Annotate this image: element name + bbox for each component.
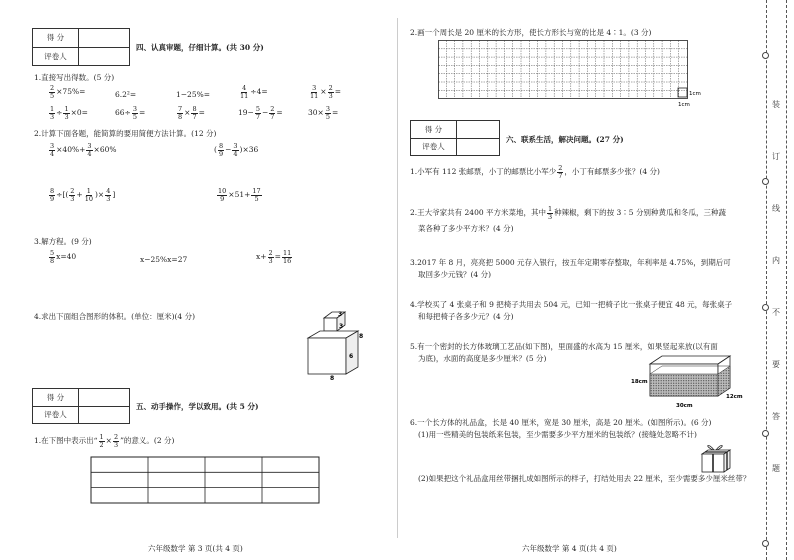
q1-row2-e: 30× $\frac{3}{5}$ = (308, 105, 339, 121)
q2-expr-1: $\frac{3}{4}$ ×40%+ $\frac{3}{4}$ ×60% (50, 142, 117, 158)
q1-row1-c: 1−25%= (176, 90, 211, 99)
grid-paper[interactable] (438, 40, 688, 105)
binder-char: 内 (772, 256, 780, 265)
section6-title: 六、联系生活，解决问题。(27 分) (506, 135, 624, 144)
problem-2-line1: 2.王大爷家共有 2400 平方米菜地，其中 $\frac{1}{3}$ 种辣椒，剩下的按 3∶5 分别种黄瓜和冬瓜，三种蔬 (410, 205, 726, 221)
unit-label-right: 1cm (689, 91, 701, 97)
section5-title: 五、动手操作，学以致用。(共 5 分) (136, 402, 259, 411)
q1-row1-e: $\frac{3}{11}$ × $\frac{2}{3}$ = (310, 84, 342, 100)
fraction-grid-figure[interactable] (90, 456, 320, 504)
q1-row1-d: $\frac{4}{11}$ ÷4= (240, 84, 268, 100)
problem-4-line1: 4.学校买了 4 张桌子和 9 把椅子共用去 504 元，已知一把椅子比一张桌子便宜 48 元，每张桌子 (410, 300, 733, 309)
tank-width-label: 30cm (676, 403, 693, 409)
score-label: 得 分 (411, 121, 457, 138)
q2-title: 2.计算下面各题，能简算的要用简便方法计算。(12 分) (34, 129, 217, 138)
binder-char: 不 (772, 308, 780, 317)
dim-3-side: 3 (339, 323, 344, 330)
binder-char: 线 (772, 204, 780, 213)
q3-eq-2: x−25%x=27 (140, 255, 188, 264)
q1-row1-a: $\frac{2}{5}$ ×75%= (50, 84, 86, 100)
grader-label: 评卷人 (33, 48, 79, 65)
q5-1-text: 1.在下图中表示出“ $\frac{1}{2}$ × $\frac{2}{3}$ ”的意义。(2 分) (34, 433, 175, 449)
grader-cell[interactable] (457, 139, 499, 155)
score-label: 得 分 (33, 389, 79, 406)
q1-row2-c: $\frac{7}{8}$ × $\frac{8}{7}$ = (178, 105, 205, 121)
binder-hole-circle (762, 304, 769, 311)
binder-char: 装 (772, 100, 780, 109)
right-footer: 六年级数学 第 4 页(共 4 页) (522, 544, 617, 553)
problem-3-line2: 取回多少元钱？(4 分) (418, 270, 492, 279)
problem-6-line3: (2)如果把这个礼品盒用丝带捆扎成如图所示的样子，打结处用去 22 厘米，至少需要多少厘米丝带？ (418, 474, 751, 483)
binder-char: 要 (772, 360, 780, 369)
left-footer: 六年级数学 第 3 页(共 4 页) (148, 544, 243, 553)
dim-3-top: 3 (338, 311, 343, 318)
q2-expr-4: $\frac{10}{9}$ ×51+ $\frac{17}{5}$ (218, 187, 261, 203)
score-cell[interactable] (79, 29, 129, 47)
section5-score-box (32, 388, 130, 424)
q3-title: 3.解方程。(9 分) (34, 237, 92, 246)
q5-2-text: 2.画一个周长是 20 厘米的长方形，使长方形长与宽的比是 4∶1。(3 分) (410, 28, 652, 37)
glass-tank-figure (630, 352, 743, 412)
gift-box-figure (698, 440, 734, 476)
page-divider (397, 18, 398, 538)
unit-square-figure (676, 86, 716, 110)
problem-4-line2: 和每把椅子各多少元？(4 分) (418, 312, 514, 321)
score-cell[interactable] (457, 121, 499, 138)
q3-eq-3: x+ $\frac{2}{3}$ = $\frac{11}{16}$ (256, 249, 292, 265)
q2-expr-3: $\frac{8}{9}$ ÷[( $\frac{2}{3}$ + $\frac{1}{10}$ )× $\frac{4}{3}$ ] (50, 187, 116, 203)
grader-cell[interactable] (79, 407, 129, 423)
q1-row2-b: 66÷ $\frac{3}{5}$ = (115, 105, 146, 121)
grader-label: 评卷人 (33, 407, 79, 423)
q1-row1-b: 6.2²= (115, 90, 137, 99)
problem-5-line2: 为底)，水面的高度是多少厘米？(5 分) (418, 354, 547, 363)
q2-expr-2: ( $\frac{8}{9}$ − $\frac{3}{4}$ )×36 (214, 142, 259, 158)
binder-line-inner (786, 0, 787, 560)
score-cell[interactable] (79, 389, 129, 406)
section4-title: 四、认真审题，仔细计算。(共 30 分) (136, 43, 264, 52)
dim-6: 6 (349, 353, 354, 360)
tank-depth-label: 12cm (726, 394, 743, 400)
q1-title: 1.直接写出得数。(5 分) (34, 73, 115, 82)
q1-row2-d: 19− $\frac{5}{7}$ − $\frac{2}{7}$ = (238, 105, 283, 121)
dim-8-bottom: 8 (330, 375, 335, 382)
dim-8-right: 8 (359, 333, 364, 340)
grader-cell[interactable] (79, 48, 129, 65)
problem-1: 1.小军有 112 张邮票，小丁的邮票比小军少 $\frac{2}{7}$ ，小丁有邮票多少张？(4 分) (410, 164, 660, 180)
problem-5-line1: 5.有一个密封的长方体玻璃工艺品(如下图)，里面盛的水高为 15 厘米，如果竖起来放(以有面 (410, 342, 718, 351)
binder-hole-circle (762, 52, 769, 59)
binder-hole-circle (762, 540, 769, 547)
composite-solid-figure (300, 308, 370, 380)
problem-6-line1: 6.一个长方体的礼品盒，长是 40 厘米，宽是 30 厘米，高是 20 厘米。(如图所示)。(6 分) (410, 418, 712, 427)
grader-label: 评卷人 (411, 139, 457, 155)
problem-6-line2: (1)用一些精美的包装纸来包装，至少需要多少平方厘米的包装纸？(接缝处忽略不计) (418, 430, 697, 439)
problem-3-line1: 3.2017 年 8 月，亮亮把 5000 元存入银行，按五年定期零存整取，年利率是 4.75%，到期后可 (410, 258, 731, 267)
section4-score-box (32, 28, 130, 66)
unit-label-bottom: 1cm (678, 102, 690, 108)
binder-line-outer (766, 0, 767, 560)
q1-row2-a: $\frac{1}{3}$ ÷ $\frac{1}{3}$ ×0= (50, 105, 88, 121)
binder-char: 题 (772, 464, 780, 473)
binder-hole-circle (762, 430, 769, 437)
problem-2-line2: 菜各种了多少平方米？(4 分) (418, 224, 514, 233)
score-label: 得 分 (33, 29, 79, 47)
binder-char: 答 (772, 412, 780, 421)
binder-char: 订 (772, 152, 780, 161)
q3-eq-1: $\frac{5}{8}$ x=40 (50, 249, 77, 265)
q4-title: 4.求出下面组合图形的体积。(单位：厘米)(4 分) (34, 312, 196, 321)
tank-height-label: 18cm (631, 379, 648, 385)
section6-score-box (410, 120, 500, 156)
binder-hole-circle (762, 178, 769, 185)
